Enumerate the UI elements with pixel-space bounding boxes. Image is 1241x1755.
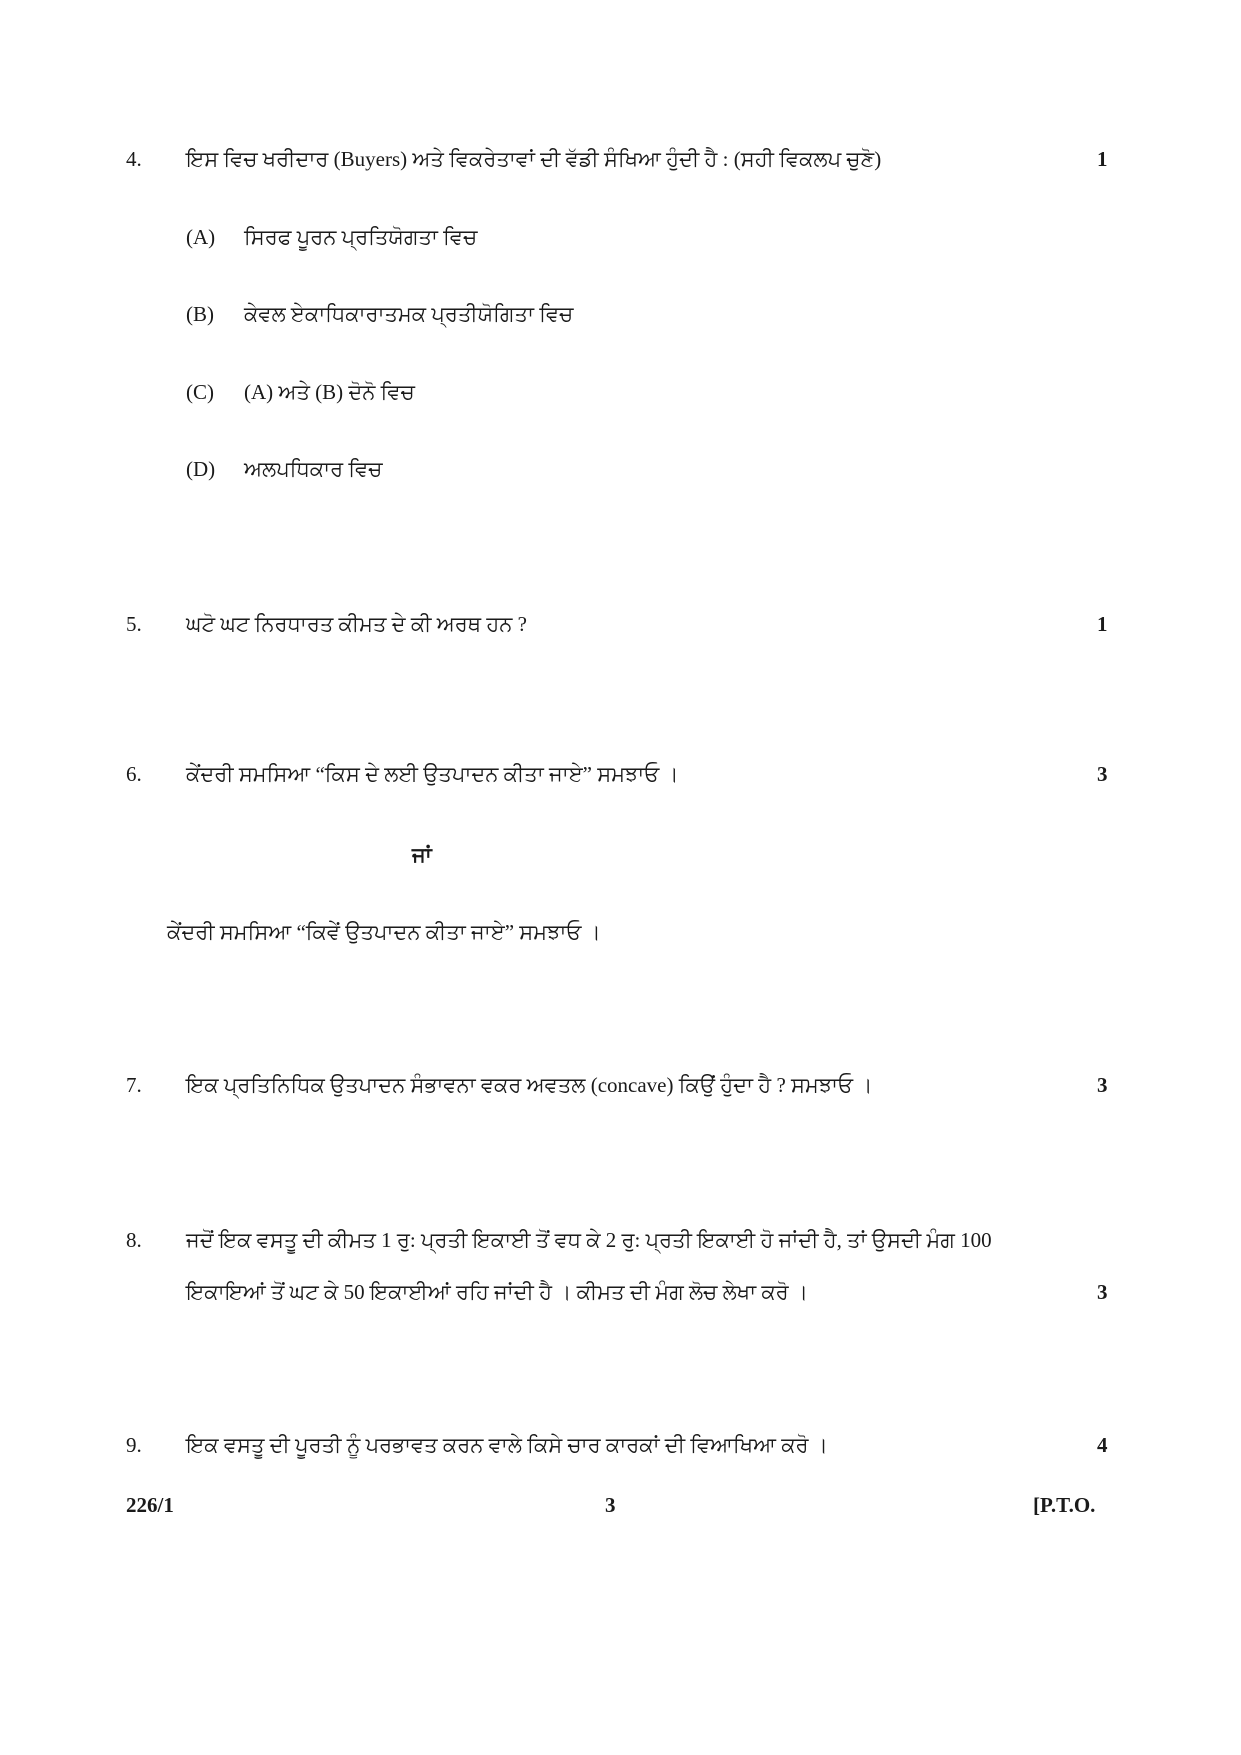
page-number: 3	[605, 1493, 616, 1517]
question-text-line-1: ਜਦੋਂ ਇਕ ਵਸਤੂ ਦੀ ਕੀਮਤ 1 ਰੁ: ਪ੍ਰਤੀ ਇਕਾਈ ਤੋਂ ਵਧ ਕੇ 2 ਰੁ: ਪ੍ਰਤੀ ਇਕਾਈ ਹੋ ਜਾਂਦੀ ਹੈ, ਤਾਂ ਉਸਦੀ ਮੰਗ 100	[186, 1228, 992, 1252]
question-text: ਘਟੋ ਘਟ ਨਿਰਧਾਰਤ ਕੀਮਤ ਦੇ ਕੀ ਅਰਥ ਹਨ ?	[186, 612, 527, 636]
question-marks: 3	[1097, 1280, 1108, 1304]
question-number: 4.	[126, 147, 142, 171]
option-d	[186, 457, 382, 482]
option-c	[186, 380, 415, 405]
option-b	[186, 302, 573, 327]
question-alt-text: ਕੇਂਦਰੀ ਸਮਸਿਆ “ਕਿਵੇਂ ਉਤਪਾਦਨ ਕੀਤਾ ਜਾਏ” ਸਮਝਾਓ ।	[167, 920, 601, 944]
option-text: ਕੇਵਲ ਏਕਾਧਿਕਾਰਾਤਮਕ ਪ੍ਰਤੀਯੋਗਿਤਾ ਵਿਚ	[244, 302, 574, 326]
question-marks: 1	[1097, 147, 1108, 171]
paper-code: 226/1	[126, 1493, 174, 1517]
or-separator: ਜਾਂ	[412, 843, 432, 867]
question-text-line-2: ਇਕਾਇਆਂ ਤੋਂ ਘਟ ਕੇ 50 ਇਕਾਈਆਂ ਰਹਿ ਜਾਂਦੀ ਹੈ । ਕੀਮਤ ਦੀ ਮੰਗ ਲੋਚ ਲੇਖਾ ਕਰੋ ।	[186, 1280, 809, 1304]
question-number: 7.	[126, 1073, 142, 1097]
question-marks: 1	[1097, 612, 1108, 636]
question-marks: 3	[1097, 1073, 1108, 1097]
option-label: (A)	[186, 225, 216, 249]
option-label: (B)	[186, 302, 214, 326]
question-text: ਕੇਂਦਰੀ ਸਮਸਿਆ “ਕਿਸ ਦੇ ਲਈ ਉਤਪਾਦਨ ਕੀਤਾ ਜਾਏ” ਸਮਝਾਓ ।	[186, 762, 679, 786]
option-text: ਅਲਪਧਿਕਾਰ ਵਿਚ	[244, 457, 383, 481]
option-text: ਸਿਰਫ ਪੂਰਨ ਪ੍ਰਤਿਯੋਗਤਾ ਵਿਚ	[244, 225, 478, 249]
option-label: (D)	[186, 457, 216, 481]
pto-marker: [P.T.O.	[1033, 1493, 1096, 1517]
question-text: ਇਕ ਵਸਤੂ ਦੀ ਪੂਰਤੀ ਨੂੰ ਪਰਭਾਵਤ ਕਰਨ ਵਾਲੇ ਕਿਸੇ ਚਾਰ ਕਾਰਕਾਂ ਦੀ ਵਿਆਖਿਆ ਕਰੋ ।	[186, 1433, 828, 1457]
question-marks: 4	[1097, 1433, 1108, 1457]
option-text: (A) ਅਤੇ (B) ਦੋਨੋ ਵਿਚ	[244, 380, 415, 404]
option-a	[186, 225, 477, 250]
question-marks: 3	[1097, 762, 1108, 786]
question-number: 6.	[126, 762, 142, 786]
question-text: ਇਕ ਪ੍ਰਤਿਨਿਧਿਕ ਉਤਪਾਦਨ ਸੰਭਾਵਨਾ ਵਕਰ ਅਵਤਲ (concave) ਕਿਉਂ ਹੁੰਦਾ ਹੈ ? ਸਮਝਾਓ ।	[186, 1073, 873, 1097]
question-number: 5.	[126, 612, 142, 636]
question-number: 8.	[126, 1228, 142, 1252]
question-text: ਇਸ ਵਿਚ ਖਰੀਦਾਰ (Buyers) ਅਤੇ ਵਿਕਰੇਤਾਵਾਂ ਦੀ ਵੱਡੀ ਸੰਖਿਆ ਹੁੰਦੀ ਹੈ : (ਸਹੀ ਵਿਕਲਪ ਚੁਣੋ)	[186, 147, 882, 171]
question-number: 9.	[126, 1433, 142, 1457]
option-label: (C)	[186, 380, 214, 404]
